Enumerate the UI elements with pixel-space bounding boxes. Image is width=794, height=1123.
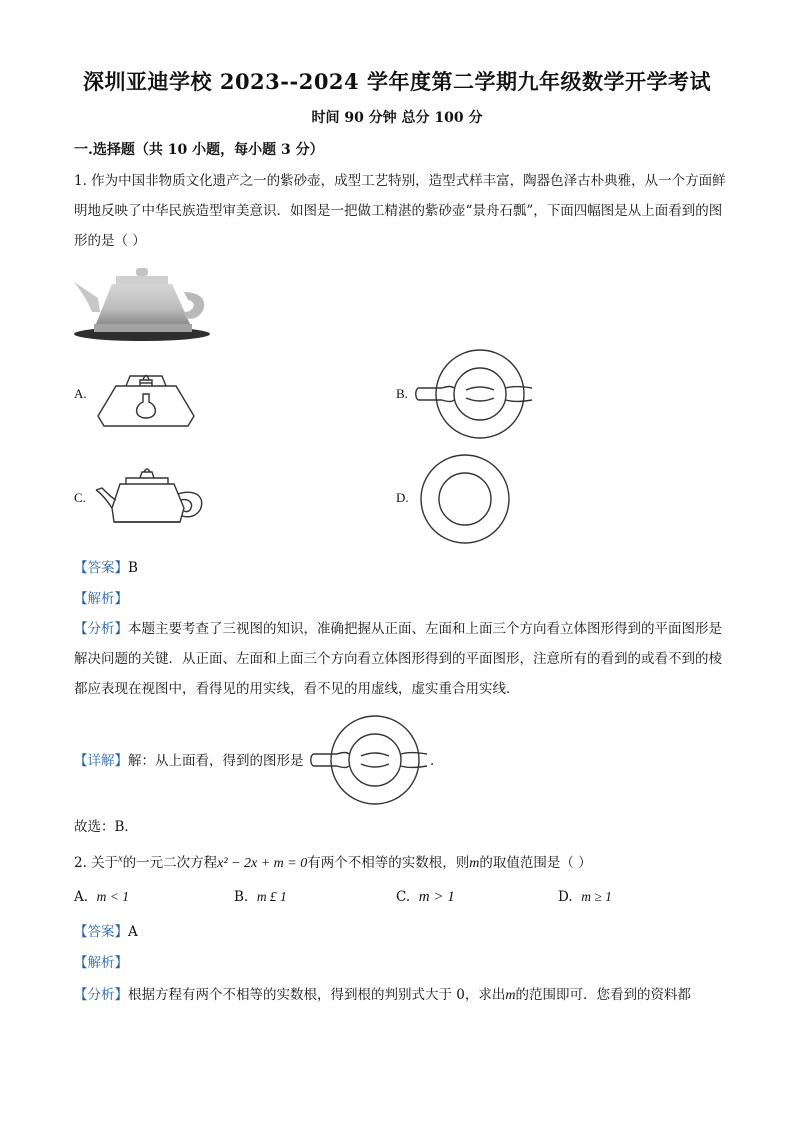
q2-fenxi-text-2: 的范围即可．您看到的资料都 [515, 987, 692, 1003]
teapot-photo [72, 262, 212, 342]
q2-suffix: 的取值范围是（ ） [479, 855, 592, 871]
q1-answer [74, 556, 138, 576]
q2-mid1: 的一元二次方程 [122, 855, 218, 871]
q1-detail-tag: 【详解】 [74, 753, 128, 769]
q2-option-c-expr: m > 1 [418, 889, 455, 905]
q1-option-b-figure [418, 348, 534, 440]
q2-option-c [396, 889, 455, 906]
q2-fenxi-tag: 【分析】 [74, 987, 128, 1003]
q1-fenxi [74, 614, 734, 704]
exam-duration-score: 时间 90 分钟 总分 100 分 [311, 110, 483, 126]
q1-conclusion: 故选：B． [74, 819, 138, 835]
q1-detail-text: 解：从上面看，得到的图形是 [128, 753, 304, 769]
q2-analysis-tag: 【解析】 [74, 955, 128, 971]
q2-option-a-expr: m < 1 [96, 889, 129, 904]
q2-var-m: m [469, 856, 480, 871]
page-title: 深圳亚迪学校 2023--2024 学年度第二学期九年级数学开学考试 [83, 69, 711, 94]
q2-analysis-heading [74, 951, 128, 971]
question-1-text: 1. 作为中国非物质文化遗产之一的紫砂壶，成型工艺特别，造型式样丰富，陶器色泽古朴典雅，从一个方面鲜明地反映了中华民族造型审美意识．如图是一把做工精湛的紫砂壶“景舟石瓢”，下面四幅图是从上面看到的图形的是（ ） [74, 173, 726, 249]
q2-fenxi-text-1: 根据方程有两个不相等的实数根，得到根的判别式大于 0，求出 [128, 987, 506, 1003]
q1-option-d-label: D. [396, 490, 409, 505]
q1-detail-figure [312, 714, 430, 806]
q2-answer-tag: 【答案】 [74, 924, 128, 940]
q2-fenxi [74, 983, 691, 1004]
q2-var-x: x [118, 853, 123, 865]
section-heading: 一.选择题（共 10 小题，每小题 3 分） [74, 142, 324, 158]
q2-option-a [74, 889, 129, 905]
q2-prefix: 2. 关于 [74, 855, 119, 871]
q1-fenxi-text: 本题主要考查了三视图的知识，准确把握从正面、左面和上面三个方向看立体图形得到的平面图形是解决问题的关键．从正面、左面和上面三个方向看立体图形得到的平面图形，注意所有的看到的或看不到的棱都应表现在视图中，看得见的用实线，看不见的用虚线，虚实重合用实线． [74, 621, 722, 697]
q2-option-d-expr: m ≥ 1 [581, 889, 612, 904]
q2-option-b-letter: B. [234, 889, 249, 905]
q1-analysis-tag: 【解析】 [74, 591, 128, 607]
q2-option-b-expr: m £ 1 [256, 889, 287, 904]
q1-option-d-figure [420, 454, 510, 544]
q1-detail-end: ． [430, 753, 444, 769]
q2-option-b [234, 889, 287, 905]
q2-answer [74, 920, 138, 940]
q1-option-b-label: B. [396, 386, 408, 401]
q1-analysis-heading [74, 587, 128, 607]
question-2-text [74, 851, 592, 872]
q1-option-a-label: A. [74, 386, 87, 401]
q1-option-a-figure [96, 366, 196, 430]
q2-fenxi-var: m [505, 988, 516, 1003]
q2-mid2: 有两个不相等的实数根，则 [307, 855, 470, 871]
q2-answer-value: A [128, 924, 138, 940]
q2-option-d [558, 889, 612, 905]
q1-answer-tag: 【答案】 [74, 560, 128, 576]
q1-option-c-label: C. [74, 490, 86, 505]
q2-equation: x² − 2x + m = 0 [217, 856, 308, 871]
q1-answer-value: B [128, 560, 138, 576]
q1-option-c-figure [94, 464, 210, 528]
q1-fenxi-tag: 【分析】 [74, 621, 128, 637]
q2-option-d-letter: D. [558, 889, 573, 905]
q1-detail [74, 749, 304, 769]
q2-option-c-letter: C. [396, 889, 411, 905]
q2-option-a-letter: A. [74, 889, 89, 905]
